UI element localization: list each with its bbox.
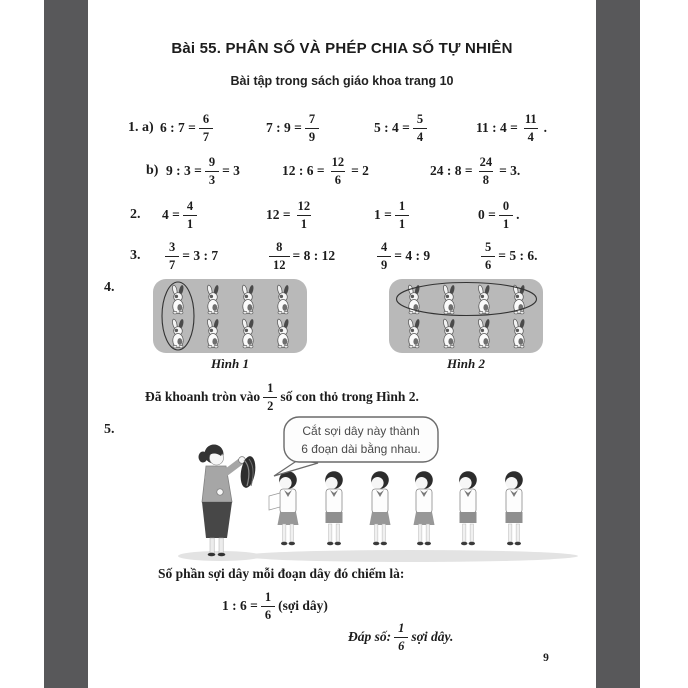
right-border-bar [596,0,640,688]
math-item: 7 : 9 = $\frac{7}{9}$ [266,109,322,147]
problem-5-statement: Số phần sợi dây mỗi đoạn dây đó chiếm là: [158,566,405,581]
figure-2-caption: Hình 2 [447,356,485,371]
problem-4-label: 4. [104,280,115,295]
math-item: 24 : 8 = $\frac{24}{8}$ = 3. [430,155,521,187]
problem-4-answer-sentence: Đã khoanh tròn vào $\frac{1}{2}$ số con thỏ trong Hình 2. [145,381,419,413]
student-figure [505,471,523,545]
fraction: $\frac{5}{4}$ [413,113,427,143]
fraction: $\frac{1}{2}$ [263,382,277,412]
fraction: $\frac{1}{1}$ [395,200,409,230]
fraction: $\frac{7}{9}$ [305,113,319,143]
problem-5-label: 5. [104,422,115,437]
figure-1-caption: Hình 1 [211,356,249,371]
fraction: $\frac{9}{3}$ [205,156,219,186]
fraction: $\frac{12}{6}$ [331,155,345,187]
math-item: $\frac{4}{9}$ = 4 : 9 [374,237,430,275]
math-item: 6 : 7 = $\frac{6}{7}$ [160,109,216,147]
lesson-subtitle: Bài tập trong sách giáo khoa trang 10 [230,74,454,88]
fraction: $\frac{11}{4}$ [524,112,537,144]
fraction: $\frac{12}{1}$ [297,199,311,231]
math-item: 5 : 4 = $\frac{5}{4}$ [374,109,430,147]
math-item: 11 : 4 = $\frac{11}{4}$ . [476,112,548,144]
fraction: $\frac{4}{1}$ [183,200,197,230]
fraction: $\frac{3}{7}$ [165,241,179,271]
page-number: 9 [543,652,549,664]
speech-line-1: Cắt sợi dây này thành [302,424,420,438]
classroom-illustration [168,416,580,566]
student-figure [370,471,391,545]
problem-1b-row [100,152,596,190]
fraction: $\frac{24}{8}$ [479,155,493,187]
fraction: $\frac{0}{1}$ [499,200,513,230]
student-figure [459,471,477,545]
problem-3-label: 3. [130,248,141,263]
left-border-bar [44,0,88,688]
problem-2-row [100,196,596,234]
lesson-title: Bài 55. PHÂN SỐ VÀ PHÉP CHIA SỐ TỰ NHIÊN [171,40,513,57]
fraction: $\frac{1}{6}$ [394,622,408,652]
problem-1a-label: 1. a) [128,120,154,135]
student-figure [325,471,343,545]
math-item: 0 = $\frac{0}{1}$ . [478,199,520,231]
math-item: $\frac{3}{7}$ = 3 : 7 [162,237,218,275]
problem-1a-row [100,109,596,147]
speech-line-2: 6 đoạn dài bằng nhau. [301,442,421,456]
teacher-figure [199,445,258,557]
math-item: 9 : 3 = $\frac{9}{3}$ = 3 [166,155,240,187]
math-item: 1 = $\frac{1}{1}$ [374,196,412,234]
student-figure [269,471,299,545]
math-item: 4 = $\frac{4}{1}$ [162,196,200,234]
fraction: $\frac{4}{9}$ [377,241,391,271]
speech-bubble [274,417,438,476]
problem-3-row [100,237,596,275]
math-item: $\frac{5}{6}$ = 5 : 6. [478,237,537,275]
problem-5-equation: 1 : 6 = $\frac{1}{6}$ (sợi dây) [222,590,328,622]
fraction: $\frac{6}{7}$ [199,113,213,143]
math-item: 12 : 6 = $\frac{12}{6}$ = 2 [282,155,369,187]
fraction: $\frac{5}{6}$ [481,241,495,271]
fraction: $\frac{1}{6}$ [261,591,275,621]
paper-sheet [269,493,280,510]
students-shadow [242,550,578,562]
math-item: 12 = $\frac{12}{1}$ [266,196,317,234]
math-item: $\frac{8}{12}$ = 8 : 12 [266,237,335,275]
rabbit-figure-2 [388,278,544,354]
final-answer: Đáp số: $\frac{1}{6}$ sợi dây. [348,621,454,653]
problem-1b-label: b) [146,163,159,178]
students-group [269,471,523,545]
problem-2-label: 2. [130,207,141,222]
fraction: $\frac{8}{12}$ [269,241,290,271]
rabbit-figure-1 [152,278,308,354]
student-figure [414,471,435,545]
